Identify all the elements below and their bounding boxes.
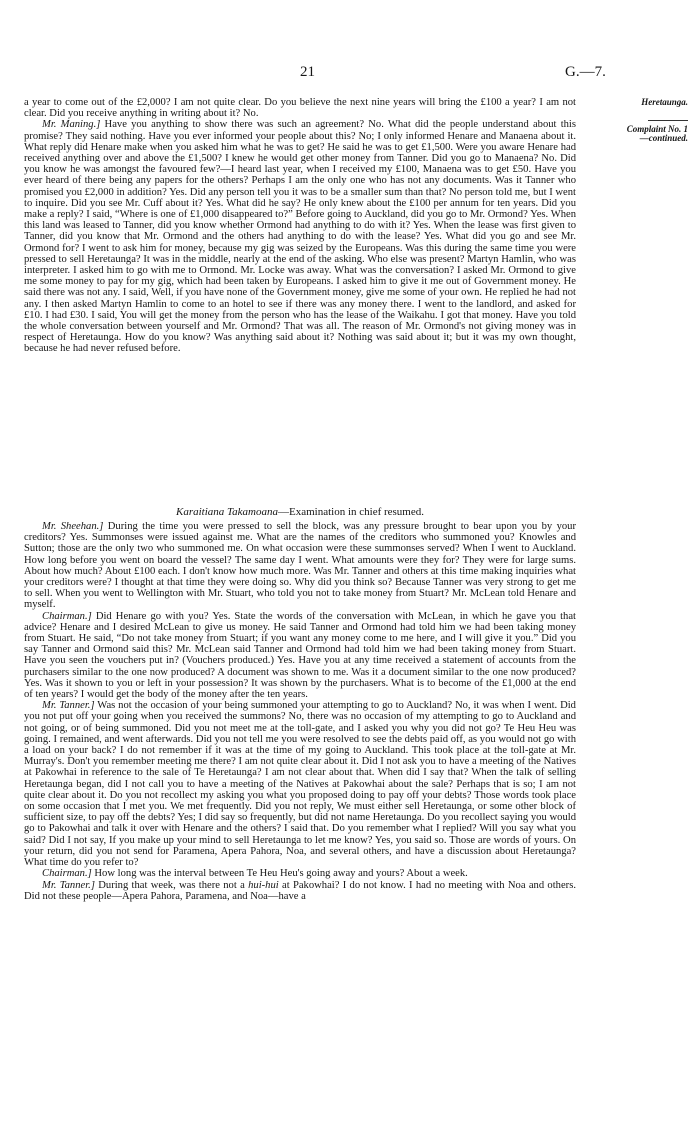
margin-note-continued: —continued. (639, 133, 688, 143)
speaker-label: Mr. Sheehan.] (42, 521, 104, 532)
series-reference: G.—7. (565, 64, 606, 80)
speaker-label: Chairman.] (42, 868, 92, 880)
paragraph (24, 700, 576, 868)
speaker-label: Chairman.] (42, 610, 92, 622)
paragraph-text: Have you anything to show there was such an agreement? No. What did the people understand about this promise? They said nothing. Have you ever informed your people about this? No; I only informed Henare and Manaena about it. What reply did Henare make when you asked him what he was to get? He said he was to get £1,500. Were you aware Henare had received anything over and above the £1,500? I knew he would get other money from Tanner. Did you go to Manaena? No. Did you know he was amongst the favoured few?—I heard last year, when I received my £100, Manaena was to get £50. Have you ever heard of there being any papers for the others? Perhaps I am the only one who has not any documents. Was it Tanner who promised you £2,000 in addition? Yes. Did any person tell you it was to be a smaller sum than that? No person told me, but I went to inquire. Did you see Mr. Cuff about it? Yes. What did he say? He only knew about the £100 per annum for ten years. Did you make a reply? I said, “Where is one of £1,000 disappeared to?” Before going to Auckland, did you go to Mr. Ormond? Yes. When this land was leased to Tanner, did you know whether Ormond had anything to do with it? Yes. When the lease was first given to Tanner, did you know that Mr. Ormond and the others had anything to do with the lease? Yes. What did you go and see Mr. Ormond for? I went to ask him for money, because my gig was seized by the Europeans. Was this during the same time you were pressed to sell Heretaunga? It was in the middle, nearly at the end of the asking. Who else was present? Martyn Hamlin, who was interpreter. I asked him to go with me to Ormond. Mr. Locke was away. What was the conversation? I asked Mr. Ormond to give me some money to pay for my gig, which had been taken by Europeans. I asked him to give it me out of Government money. He said there was not any. I said, Well, if you have none of the Government money, give me some of your own. He replied he had not any. I then asked Martyn Hamlin to come to an hotel to see if there was any money there. I went to the landlord, and asked for £10. I had £30. I said, You will get the money from the person who has the lease of the Waikahu. I got that money. Have you told the whole conversation between yourself and Mr. Ormond? That was all. The reason of Mr. Ormond's not giving money was in respect of Heretaunga. How do you know? Was anything said about it? Nothing was said about it; but it was my own thought, because he had never refused before. (24, 119, 576, 355)
section-heading (24, 506, 576, 518)
paragraph (24, 611, 576, 701)
paragraph-text: Was not the occasion of your being summoned your attempting to go to Auckland? No, it was when I went. Did you not put off your going when you received the summons? No, there was no occasion of my attempting to go to Auckland and not going, or of being summoned. Did you not meet me at the toll-gate, and I asked you why you did not go? Te Heu Heu was going. I remained, and went afterwards. Did you not tell me you were resolved to see the debts paid off, as you would not go with a load on your back? I do not remember if it was at the time of my going to Auckland. This took place at the toll-gate at Mr. Murray's. Don't you remember meeting me there? I am not quite clear about it. Did I not ask you to have a meeting of the Natives at Pakowhai in reference to the sale of Te Heretaunga? I am not clear about that. When did I say that? When the talk of selling Heretaunga began, did I not call you to have a meeting of the Natives at Pakowhai about the sale? Perhaps that is so; I am not quite clear about it. Do you not recollect my asking you what you proposed doing to pay off your debts? Those words took place on some occasion that I met you. We met frequently. Did you not reply, We must either sell Heretaunga, or some other block of sufficient size, to pay off the debts? Yes; I did say so frequently, but did not name Heretaunga. Do you recollect saying you would go to Pakowhai and talk it over with Henare and the others? I said that. Do you remember what I replied? Will you say what you said? Did I not say, If you make up your mind to sell Heretaunga to let me know? Yes, you said so. Those are words of yours. On your return, did you not send for Paramena, Apera Pahora, Noa, and several others, and have a discussion about Heretaunga? What time do you refer to? (24, 700, 576, 869)
speaker-label: Mr. Tanner.] (42, 879, 95, 891)
paragraph-text: During the time you were pressed to sell the block, was any pressure brought to bear upon you by your creditors? Yes. Summonses were issued against me. What are the names of the creditors who summoned you? Knowles and Sutton; those are the only two who summoned me. On what occasion were these summonses served? When I went to Auckland. How long before you went on board the vessel? The same day I went. What amounts were they for? They were for large sums. About how much? About £100 each. I don't know how much more. Was Mr. Tanner and others at this time making inquiries what your creditors were? I thought at that time they were doing so. Why did you think so? Because Tanner was very strong to get me to sell. When you went to Wellington with Mr. Stuart, who told you not to take money from Stuart? Mr. McLean told Henare and myself. (24, 521, 576, 611)
examination-text-continued (24, 97, 576, 355)
speaker-label: Mr. Tanner.] (42, 700, 95, 712)
margin-note-complaint (588, 120, 688, 143)
margin-note-complaint-text: Complaint No. 1 (626, 124, 688, 134)
witness-name: Karaitiana Takamoana (176, 506, 278, 518)
paragraph-text: During that week, was there not a (98, 879, 245, 891)
margin-rule (648, 120, 688, 121)
page-header (0, 64, 700, 84)
maori-term: hui-hui (248, 879, 279, 891)
paragraph (24, 868, 576, 879)
paragraph-text: Did Henare go with you? Yes. State the words of the conversation with McLean, in which he gave you that advice? Henare and I desired McLean to give us money. He said Tanner and Ormond had told him we had been taking money from Stuart. He said, “Do not take money from Stuart; if you want any money come to me here, and I will give it you.” Did you say Tanner and Ormond said this? Mr. McLean said Tanner and Ormond had told him we had been taking money from Stuart. Have you seen the vouchers put in? (Vouchers produced.) Yes. Have you at any time received a statement of accounts from the purchasers similar to the one now produced? A document was shown to me. Was it a document similar to the one now produced? Yes. Was it shown to you or left in your possession? It was shown by the purchasers. What is to become of the £1,000 at the end of ten years? I would get the body of the money after the ten years. (24, 610, 576, 701)
paragraph: a year to come out of the £2,000? I am not quite clear. Do you believe the next nine years will bring the £100 a year? I am not clear. Did you receive anything in writing about it? No. (24, 97, 576, 120)
paragraph-text: How long was the interval between Te Heu Heu's going away and yours? About a week. (94, 868, 468, 880)
margin-note-place: Heretaunga. (641, 97, 688, 107)
examination-in-chief-text (24, 521, 576, 902)
paragraph (24, 521, 576, 611)
paragraph (24, 880, 576, 902)
paragraph (24, 119, 576, 354)
speaker-label: Mr. Maning.] (42, 119, 101, 131)
heading-text: —Examination in chief resumed. (277, 506, 424, 518)
page-number: 21 (300, 64, 315, 80)
paragraph-text: at Pakowhai? I do not know. I had no meeting with Noa and others. Did not these people—Apera Pahora, Paramena, and Noa—have a (24, 879, 576, 902)
